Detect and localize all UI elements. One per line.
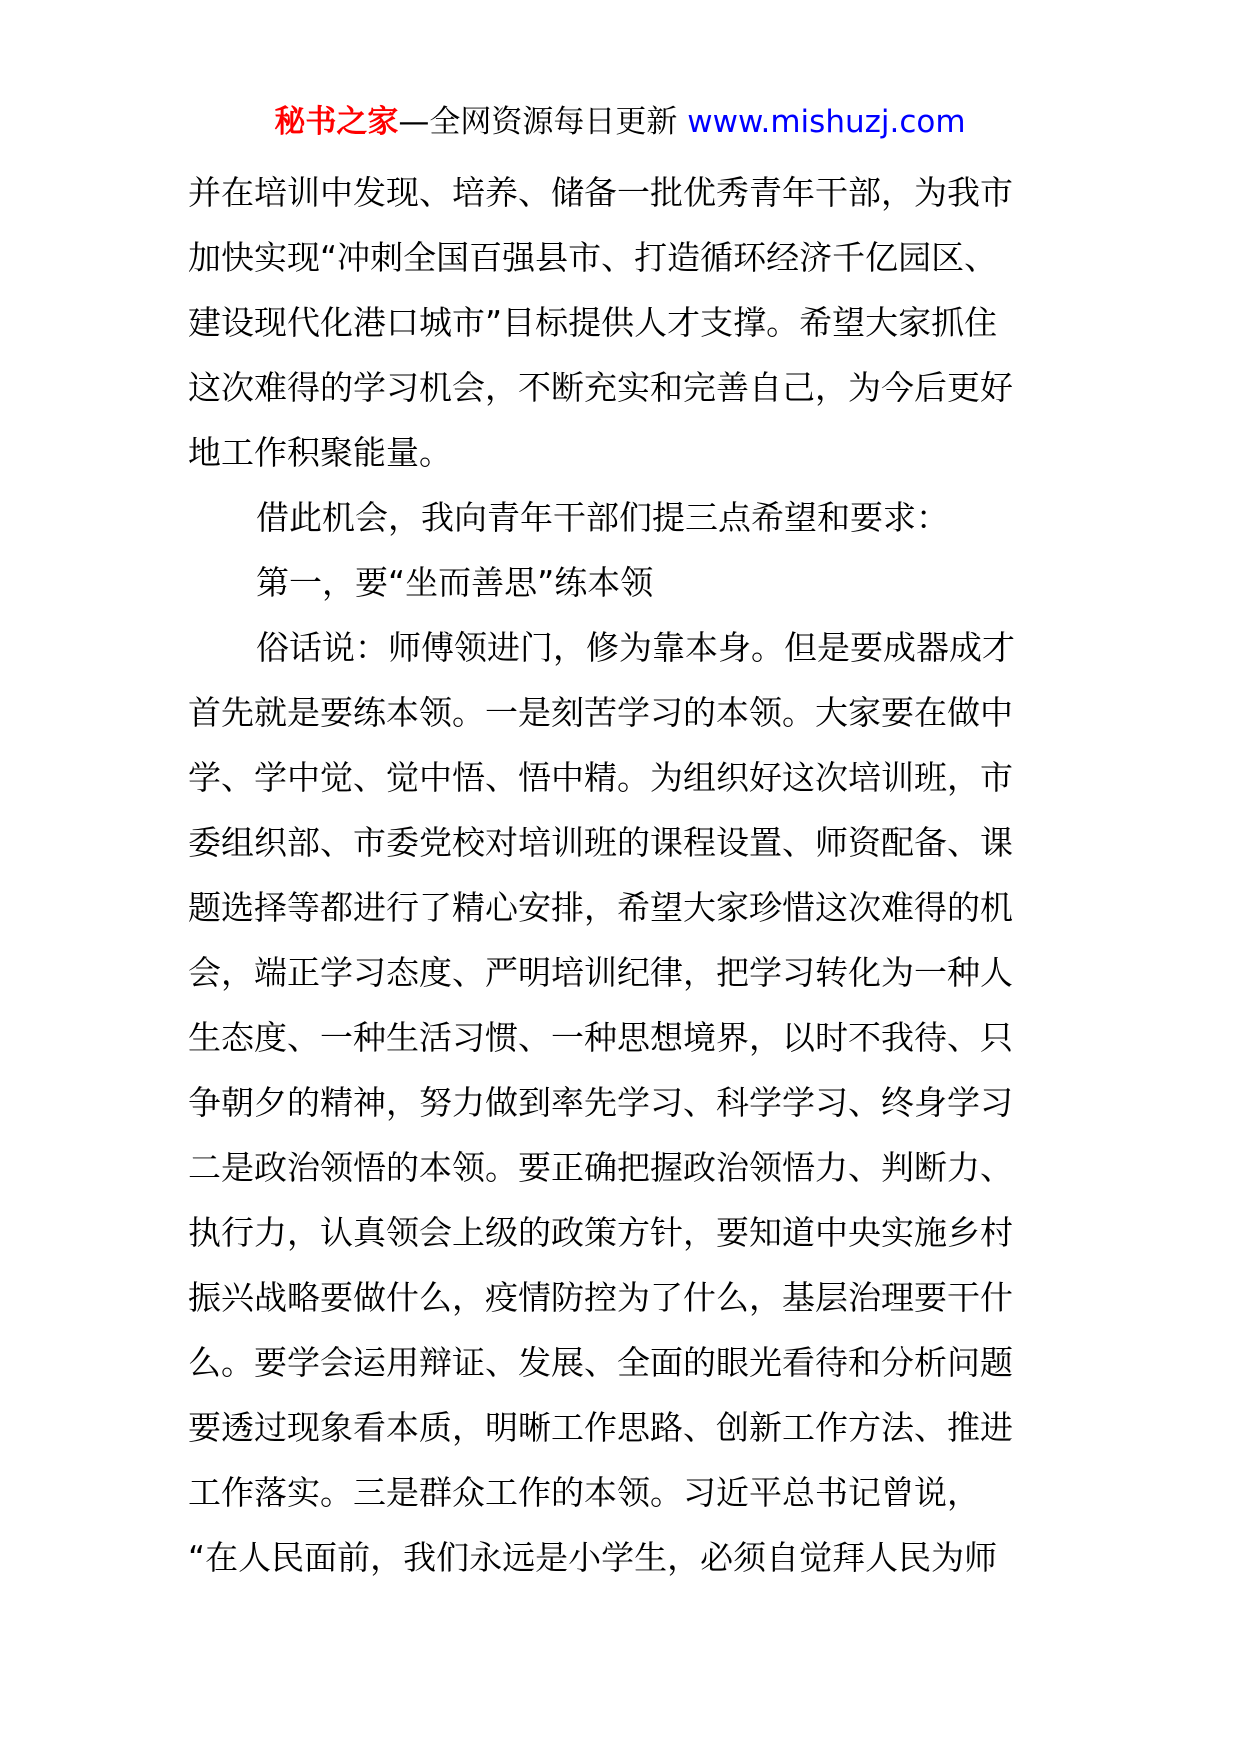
text-line: 振兴战略要做什么，疫情防控为了什么，基层治理要干什 xyxy=(188,1278,1013,1317)
text-line: 会，端正学习态度、严明培训纪律，把学习转化为一种人 xyxy=(188,953,1013,992)
text-line: 加快实现“冲刺全国百强县市、打造循环经济千亿园区、 xyxy=(188,238,998,277)
text-line: 并在培训中发现、培养、储备一批优秀青年干部，为我市 xyxy=(188,173,1013,212)
text-line: 争朝夕的精神，努力做到率先学习、科学学习、终身学习 xyxy=(188,1083,1013,1122)
site-brand: 秘书之家 xyxy=(274,104,399,140)
text-line: 学、学中觉、觉中悟、悟中精。为组织好这次培训班，市 xyxy=(188,758,1013,797)
text-line: 这次难得的学习机会，不断充实和完善自己，为今后更好 xyxy=(188,368,1013,407)
page-header xyxy=(0,100,1240,144)
text-line: 生态度、一种生活习惯、一种思想境界，以时不我待、只 xyxy=(188,1018,1013,1057)
document-body xyxy=(188,160,1068,1590)
site-tagline: —全网资源每日更新 xyxy=(398,104,688,140)
text-line: 执行力，认真领会上级的政策方针，要知道中央实施乡村 xyxy=(188,1213,1013,1252)
text-line: 委组织部、市委党校对培训班的课程设置、师资配备、课 xyxy=(188,823,1013,862)
site-url[interactable]: www.mishuzj.com xyxy=(687,104,966,140)
paragraph-intro: 借此机会，我向青年干部们提三点希望和要求： xyxy=(256,498,949,537)
text-line: “在人民面前，我们永远是小学生，必须自觉拜人民为师 xyxy=(188,1538,998,1577)
paragraph-start: 俗话说：师傅领进门，修为靠本身。但是要成器成才 xyxy=(256,628,1015,667)
text-line: 地工作积聚能量。 xyxy=(188,433,452,472)
text-line: 首先就是要练本领。一是刻苦学习的本领。大家要在做中 xyxy=(188,693,1013,732)
text-line: 要透过现象看本质，明晰工作思路、创新工作方法、推进 xyxy=(188,1408,1013,1447)
section-heading: 第一，要“坐而善思”练本领 xyxy=(256,563,654,602)
text-line: 么。要学会运用辩证、发展、全面的眼光看待和分析问题 xyxy=(188,1343,1013,1382)
text-line: 建设现代化港口城市”目标提供人才支撑。希望大家抓住 xyxy=(188,303,998,342)
text-line: 二是政治领悟的本领。要正确把握政治领悟力、判断力、 xyxy=(188,1148,1013,1187)
text-line: 工作落实。三是群众工作的本领。习近平总书记曾说， xyxy=(188,1473,980,1512)
text-line: 题选择等都进行了精心安排，希望大家珍惜这次难得的机 xyxy=(188,888,1013,927)
